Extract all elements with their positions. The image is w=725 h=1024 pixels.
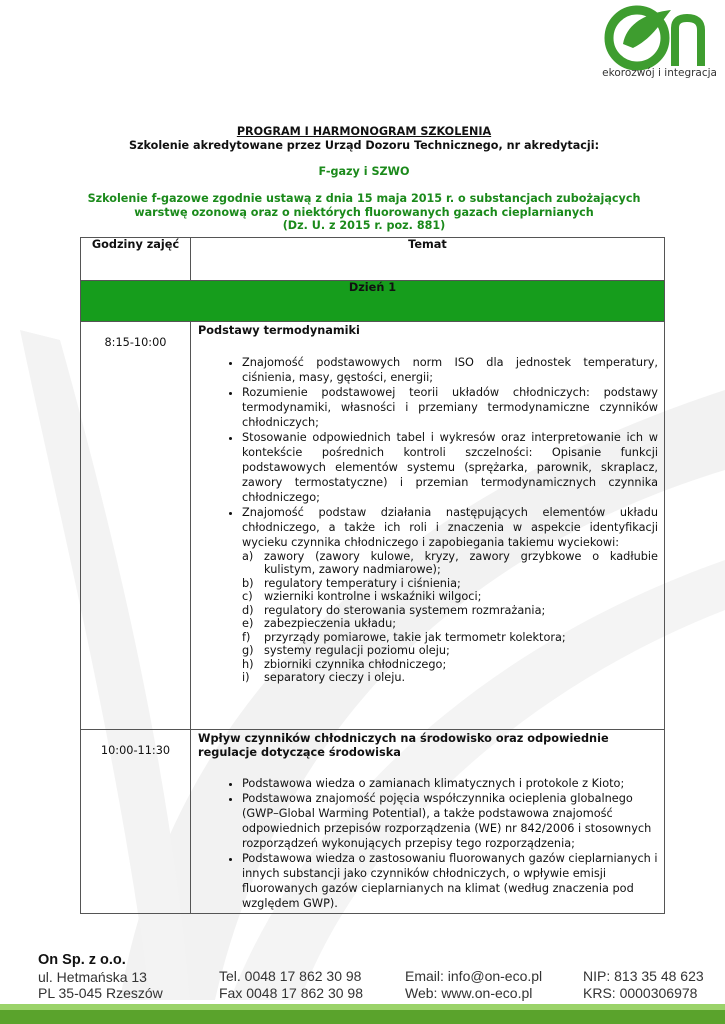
table-row (81, 730, 665, 914)
item-letter: d) (242, 603, 254, 617)
list-item (242, 590, 658, 604)
logo-tagline: ekorozwój i integracja (602, 67, 717, 79)
item-letter: f) (242, 630, 251, 644)
session-bullets (198, 355, 658, 550)
item-letter: h) (242, 657, 254, 671)
item-text: separatory cieczy i oleju. (264, 671, 406, 684)
list-item (242, 644, 658, 658)
schedule-table (80, 237, 665, 914)
email-link[interactable]: Email: info@on-eco.pl (405, 968, 543, 984)
item-letter: e) (242, 617, 254, 630)
header-hours: Godziny zajęć (81, 238, 191, 281)
list-item (242, 631, 658, 645)
page-footer (0, 948, 725, 1024)
session-topic (191, 322, 665, 730)
footer-address (38, 952, 163, 1002)
item-text: zabezpieczenia układu; (264, 617, 397, 630)
list-item: • Znajomość podstaw działania następujących elementów układu chłodniczego, a także ich roli i znaczenia w aspekcie identyfikacji wycieku czynnika chłodniczego i zapobiegania takiemu wyciekowi: (242, 505, 658, 550)
item-text: przyrządy pomiarowe, takie jak termometr kolektora; (264, 630, 566, 644)
session-time: 8:15-10:00 (81, 322, 191, 730)
footer-green-bar (0, 1010, 725, 1024)
list-item (242, 604, 658, 618)
list-item (242, 577, 658, 591)
postal-city: PL 35-045 Rzeszów (38, 985, 163, 1001)
day-row (81, 281, 665, 322)
course-name: F-gazy i SZWO (318, 165, 410, 178)
item-letter: b) (242, 576, 254, 590)
street: ul. Hetmańska 13 (38, 968, 147, 985)
list-item: • Znajomość podstawowych norm ISO dla jednostek temperatury, ciśnienia, masy, gęstości, energii; (242, 355, 658, 385)
krs-number: KRS: 0000306978 (583, 984, 698, 1001)
item-text: zawory (zawory kulowe, kryzy, zawory grzybkowe o kadłubie kulistym, zawory nadmiarowe); (264, 549, 658, 576)
item-text: regulatory temperatury i ciśnienia; (264, 576, 461, 590)
day-label: Dzień 1 (81, 281, 665, 322)
footer-phones (219, 968, 363, 1001)
list-item: • Rozumienie podstawowej teorii układów chłodniczych: podstawy termodynamiki, własności i przemiany termodynamiczne czynników chłodniczych; (242, 385, 658, 430)
list-item: • Podstawowa wiedza o zamianach klimatycznych i protokole z Kioto; (242, 776, 658, 791)
session-bullets (198, 776, 658, 911)
item-text: wzierniki kontrolne i wskaźniki wilgoci; (264, 590, 482, 603)
footer-registry (583, 968, 704, 1001)
item-text: systemy regulacji poziomu oleju; (264, 644, 450, 657)
list-item: • Stosowanie odpowiednich tabel i wykresów oraz interpretowanie ich w kontekście pośrednich kontroli szczelności: Opisanie funkcji podstawowych elementów systemu (sprężarka, parownik, skraplacz, zawory termostatyczne) i przemian termodynamicznych czynnika chłodniczego; (242, 430, 658, 505)
item-letter: g) (242, 644, 254, 657)
item-text: zbiorniki czynnika chłodniczego; (264, 657, 447, 671)
fax: Fax 0048 17 862 30 98 (219, 984, 364, 1001)
session-time: 10:00-11:30 (81, 730, 191, 914)
item-letter: a) (242, 549, 254, 563)
table-row (81, 322, 665, 730)
footer-contact (405, 968, 542, 1001)
header-topic: Temat (191, 238, 665, 281)
list-item (242, 617, 658, 631)
company-name: On Sp. z o.o. (38, 952, 126, 968)
list-item: • Podstawowa wiedza o zastosowaniu fluorowanych gazów cieplarnianych i innych substancji jako czynników chłodniczych, o wpływie emisji fluorowanych gazów cieplarnianych na klimat (według znaczenia pod względem GWP). (242, 851, 658, 911)
item-letter: c) (242, 590, 253, 603)
legal-basis-line-1: Szkolenie f-gazowe zgodnie ustawą z dnia 15 maja 2015 r. o substancjach zubożających (87, 192, 641, 205)
list-item (242, 671, 658, 685)
list-item: • Podstawowa znajomość pojęcia współczynnika ocieplenia globalnego (GWP–Global Warming Potential), a także podstawowa znajomość odpowiednich przepisów rozporządzenia (WE) nr 842/2006 i stosownych rozporządzeń wykonujących przepisy tego rozporządzenia; (242, 791, 658, 851)
list-item (242, 658, 658, 672)
program-title: PROGRAM I HARMONOGRAM SZKOLENIA (236, 125, 492, 138)
phone: Tel. 0048 17 862 30 98 (219, 968, 362, 984)
website-link[interactable]: Web: www.on-eco.pl (405, 984, 533, 1001)
session-topic (191, 730, 665, 914)
legal-basis-line-3: (Dz. U. z 2015 r. poz. 881) (282, 219, 446, 232)
item-letter: i) (242, 671, 250, 684)
nip-number: NIP: 813 35 48 623 (583, 968, 704, 984)
session-title: Wpływ czynników chłodniczych na środowisko oraz odpowiednie regulacje dotyczące środowiska (198, 732, 609, 759)
component-sublist (238, 550, 658, 685)
legal-basis-line-2: warstwę ozonową oraz o niektórych fluorowanych gazach cieplarnianych (134, 206, 594, 219)
table-header-row (81, 238, 665, 281)
list-item (242, 550, 658, 577)
session-title: Podstawy termodynamiki (198, 324, 360, 337)
item-text: regulatory do sterowania systemem rozmrażania; (264, 603, 546, 617)
accreditation-line: Szkolenie akredytowane przez Urząd Dozoru Technicznego, nr akredytacji: (128, 139, 600, 152)
